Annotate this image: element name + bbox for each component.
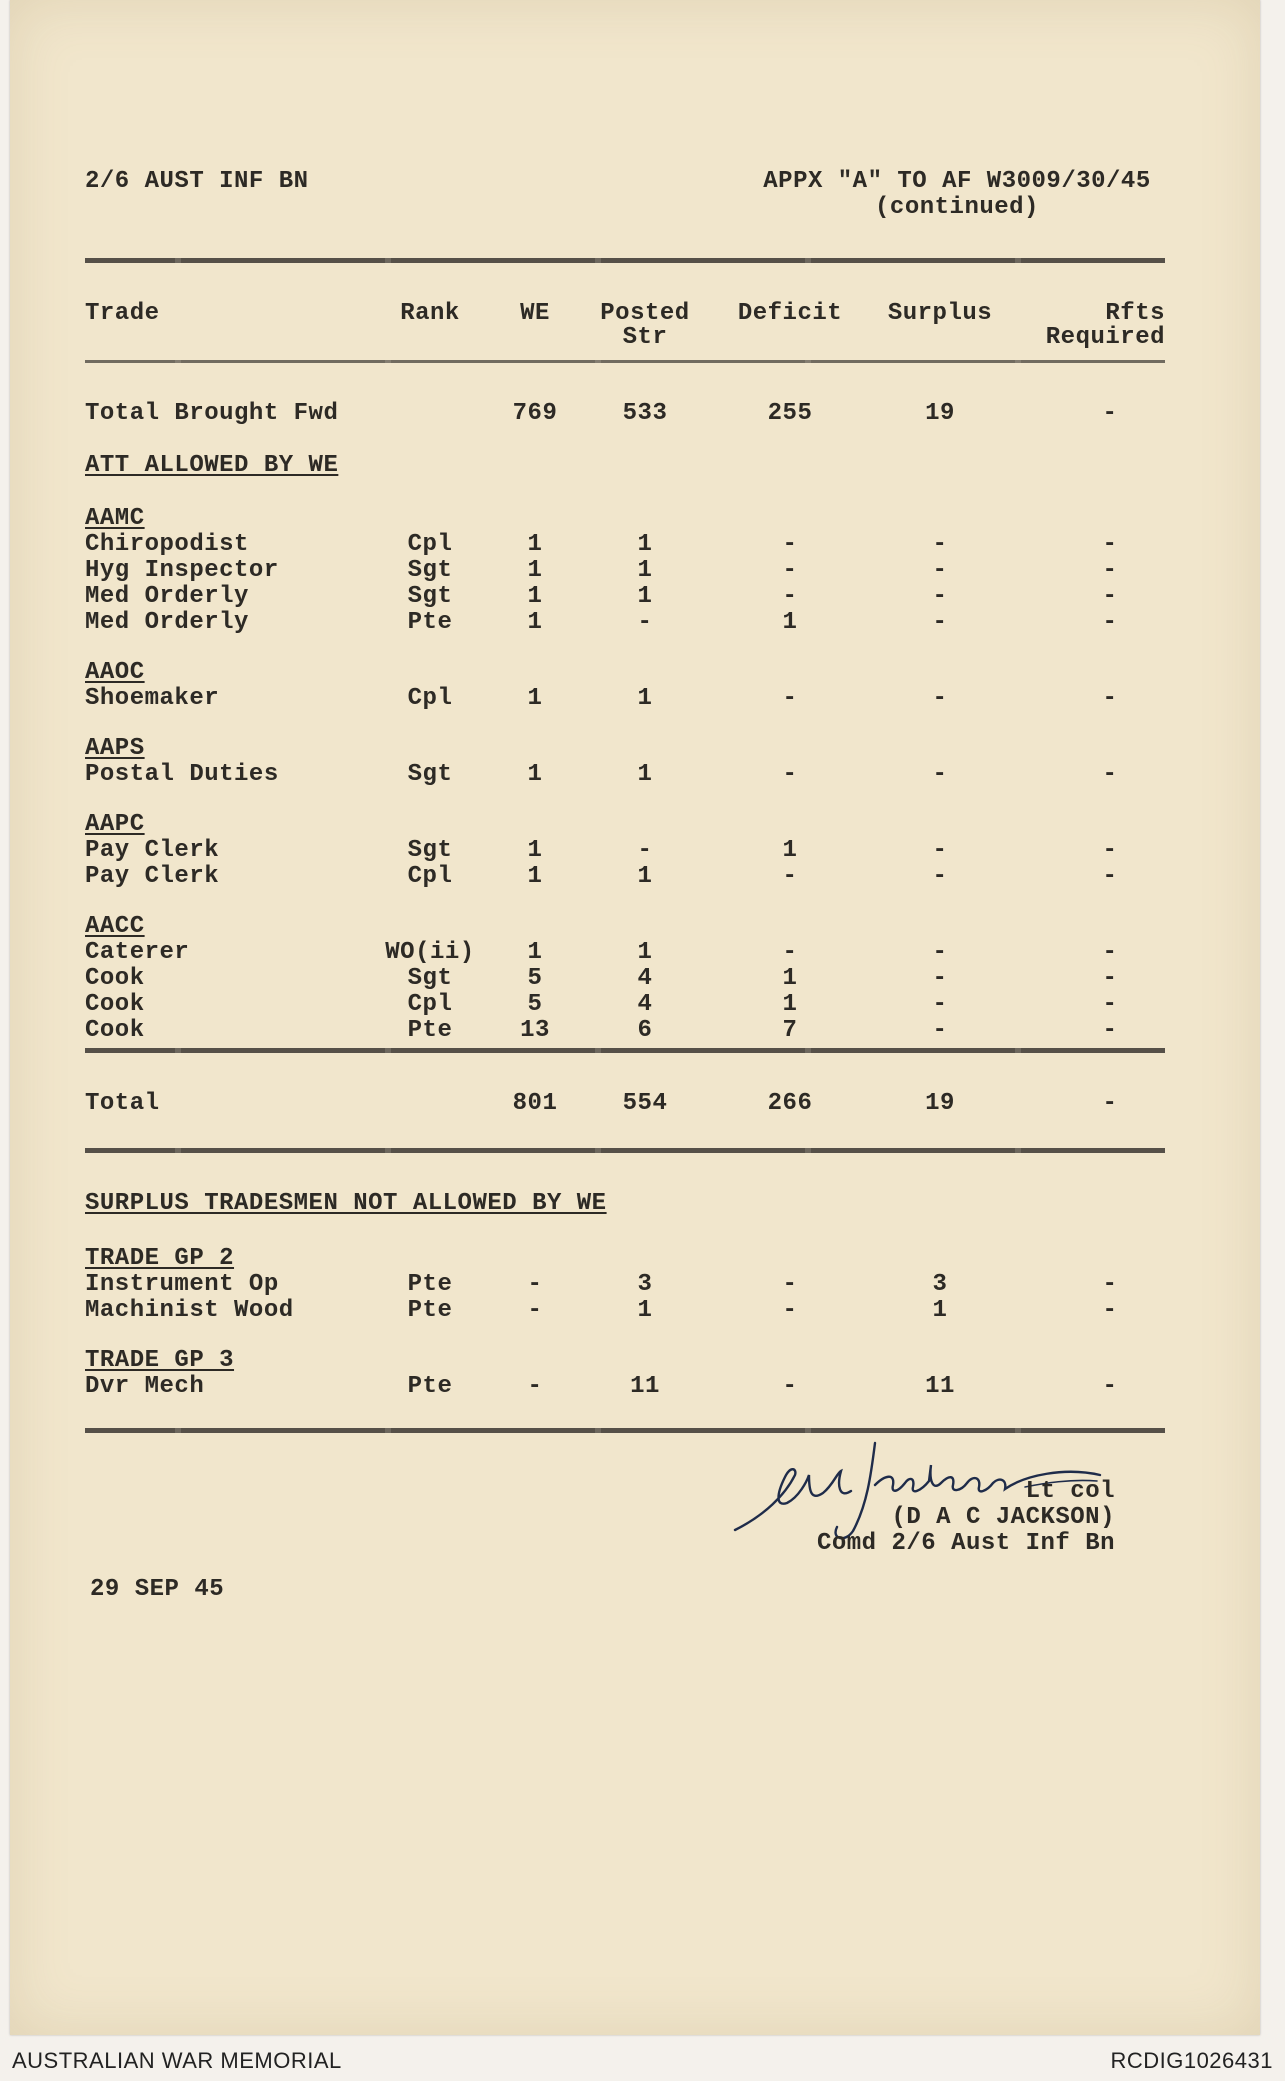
trade-cell: Med Orderly bbox=[85, 609, 249, 636]
surplus-cell: - bbox=[932, 609, 948, 636]
posted-cell: 1 bbox=[637, 1297, 653, 1324]
deficit-cell: - bbox=[782, 1297, 798, 1324]
rfts-cell: - bbox=[1102, 991, 1118, 1018]
posted-cell: 1 bbox=[637, 863, 653, 890]
total-posted: 554 bbox=[622, 1090, 668, 1117]
table-row bbox=[10, 583, 1260, 609]
table-row bbox=[10, 761, 1260, 787]
posted-cell: 4 bbox=[637, 991, 653, 1018]
we-cell: 1 bbox=[527, 837, 543, 864]
we-cell: 1 bbox=[527, 685, 543, 712]
trade-cell: Machinist Wood bbox=[85, 1297, 294, 1324]
column-deficit: Deficit bbox=[737, 300, 843, 327]
column-we: WE bbox=[520, 300, 550, 327]
rank-cell: Pte bbox=[407, 1271, 453, 1298]
surplus-cell: 11 bbox=[925, 1373, 955, 1400]
rule-top bbox=[85, 258, 1165, 263]
rank-cell: Cpl bbox=[407, 991, 453, 1018]
rfts-cell: - bbox=[1102, 557, 1118, 584]
brought-forward-posted: 533 bbox=[622, 400, 668, 427]
rank-cell: Pte bbox=[407, 609, 453, 636]
column-rfts-1: Rfts bbox=[1105, 300, 1165, 327]
trade-cell: Chiropodist bbox=[85, 531, 249, 558]
deficit-cell: 1 bbox=[782, 991, 798, 1018]
document-date: 29 SEP 45 bbox=[90, 1576, 225, 1603]
we-cell: 13 bbox=[520, 1017, 550, 1044]
rfts-cell: - bbox=[1102, 863, 1118, 890]
deficit-cell: 7 bbox=[782, 1017, 798, 1044]
deficit-cell: - bbox=[782, 531, 798, 558]
we-cell: 1 bbox=[527, 609, 543, 636]
deficit-cell: - bbox=[782, 1373, 798, 1400]
total-surplus: 19 bbox=[925, 1090, 955, 1117]
trade-cell: Shoemaker bbox=[85, 685, 220, 712]
table-row bbox=[10, 685, 1260, 711]
posted-cell: 6 bbox=[637, 1017, 653, 1044]
surplus-cell: - bbox=[932, 965, 948, 992]
posted-cell: 1 bbox=[637, 761, 653, 788]
reference-line-2: (continued) bbox=[875, 194, 1039, 221]
posted-cell: 4 bbox=[637, 965, 653, 992]
surplus-cell: - bbox=[932, 1017, 948, 1044]
posted-cell: 1 bbox=[637, 685, 653, 712]
we-cell: 5 bbox=[527, 991, 543, 1018]
group-heading: TRADE GP 3 bbox=[85, 1347, 235, 1374]
trade-cell: Pay Clerk bbox=[85, 863, 220, 890]
we-cell: - bbox=[527, 1373, 543, 1400]
trade-cell: Cook bbox=[85, 1017, 145, 1044]
brought-forward-deficit: 255 bbox=[767, 400, 813, 427]
rfts-cell: - bbox=[1102, 1297, 1118, 1324]
brought-forward-rfts: - bbox=[1102, 400, 1118, 427]
rfts-cell: - bbox=[1102, 939, 1118, 966]
rank-cell: Cpl bbox=[407, 863, 453, 890]
rank-cell: Sgt bbox=[407, 761, 453, 788]
we-cell: 5 bbox=[527, 965, 543, 992]
total-label: Total bbox=[85, 1090, 160, 1117]
we-cell: 1 bbox=[527, 863, 543, 890]
brought-forward-we: 769 bbox=[512, 400, 558, 427]
posted-cell: - bbox=[637, 837, 653, 864]
column-surplus: Surplus bbox=[887, 300, 993, 327]
rank-cell: Sgt bbox=[407, 557, 453, 584]
deficit-cell: 1 bbox=[782, 965, 798, 992]
posted-cell: 1 bbox=[637, 531, 653, 558]
surplus-cell: - bbox=[932, 991, 948, 1018]
column-rfts-2: Required bbox=[1045, 324, 1165, 351]
table-row-brought-forward bbox=[10, 400, 1260, 426]
group-heading: AAMC bbox=[85, 505, 145, 532]
rank-cell: Pte bbox=[407, 1017, 453, 1044]
deficit-cell: - bbox=[782, 557, 798, 584]
we-cell: 1 bbox=[527, 557, 543, 584]
section-surplus-heading: SURPLUS TRADESMEN NOT ALLOWED BY WE bbox=[85, 1190, 607, 1217]
brought-forward-surplus: 19 bbox=[925, 400, 955, 427]
table-row bbox=[10, 1271, 1260, 1297]
we-cell: 1 bbox=[527, 583, 543, 610]
rfts-cell: - bbox=[1102, 965, 1118, 992]
deficit-cell: - bbox=[782, 1271, 798, 1298]
we-cell: 1 bbox=[527, 939, 543, 966]
group-heading: AACC bbox=[85, 913, 145, 940]
trade-cell: Hyg Inspector bbox=[85, 557, 279, 584]
rfts-cell: - bbox=[1102, 1017, 1118, 1044]
we-cell: 1 bbox=[527, 531, 543, 558]
table-row bbox=[10, 837, 1260, 863]
surplus-cell: - bbox=[932, 761, 948, 788]
group-heading: AAPC bbox=[85, 811, 145, 838]
deficit-cell: 1 bbox=[782, 609, 798, 636]
column-rank: Rank bbox=[400, 300, 460, 327]
table-row bbox=[10, 557, 1260, 583]
surplus-cell: - bbox=[932, 531, 948, 558]
signatory-appointment: Comd 2/6 Aust Inf Bn bbox=[816, 1530, 1115, 1557]
posted-cell: 1 bbox=[637, 939, 653, 966]
column-posted-1: Posted bbox=[600, 300, 690, 327]
surplus-cell: - bbox=[932, 583, 948, 610]
trade-cell: Pay Clerk bbox=[85, 837, 220, 864]
surplus-cell: 1 bbox=[932, 1297, 948, 1324]
group-heading: AAPS bbox=[85, 735, 145, 762]
rfts-cell: - bbox=[1102, 837, 1118, 864]
rule-header bbox=[85, 360, 1165, 363]
signatory-name: (D A C JACKSON) bbox=[891, 1504, 1115, 1531]
trade-cell: Cook bbox=[85, 991, 145, 1018]
we-cell: 1 bbox=[527, 761, 543, 788]
rank-cell: Sgt bbox=[407, 965, 453, 992]
surplus-cell: - bbox=[932, 939, 948, 966]
deficit-cell: - bbox=[782, 685, 798, 712]
deficit-cell: 1 bbox=[782, 837, 798, 864]
posted-cell: 1 bbox=[637, 557, 653, 584]
rank-cell: Pte bbox=[407, 1373, 453, 1400]
rule-bottom bbox=[85, 1428, 1165, 1433]
group-heading: TRADE GP 2 bbox=[85, 1245, 235, 1272]
footer-reference-id: RCDIG1026431 bbox=[1110, 2048, 1273, 2073]
table-row bbox=[10, 863, 1260, 889]
surplus-cell: 3 bbox=[932, 1271, 948, 1298]
trade-cell: Postal Duties bbox=[85, 761, 279, 788]
rank-cell: Cpl bbox=[407, 685, 453, 712]
brought-forward-label: Total Brought Fwd bbox=[85, 400, 339, 427]
table-row bbox=[10, 939, 1260, 965]
deficit-cell: - bbox=[782, 761, 798, 788]
surplus-cell: - bbox=[932, 557, 948, 584]
trade-cell: Instrument Op bbox=[85, 1271, 279, 1298]
posted-cell: 1 bbox=[637, 583, 653, 610]
rule-after-total bbox=[85, 1148, 1165, 1153]
posted-cell: - bbox=[637, 609, 653, 636]
footer-archive-name: AUSTRALIAN WAR MEMORIAL bbox=[12, 2048, 342, 2073]
rank-cell: WO(ii) bbox=[385, 939, 475, 966]
document-page bbox=[10, 0, 1260, 2035]
table-row bbox=[10, 965, 1260, 991]
total-we: 801 bbox=[512, 1090, 558, 1117]
trade-cell: Med Orderly bbox=[85, 583, 249, 610]
rank-cell: Cpl bbox=[407, 531, 453, 558]
table-row bbox=[10, 531, 1260, 557]
column-trade: Trade bbox=[85, 300, 160, 327]
rank-cell: Pte bbox=[407, 1297, 453, 1324]
posted-cell: 11 bbox=[630, 1373, 660, 1400]
rfts-cell: - bbox=[1102, 531, 1118, 558]
deficit-cell: - bbox=[782, 939, 798, 966]
section-allowed-heading: ATT ALLOWED BY WE bbox=[85, 452, 339, 479]
posted-cell: 3 bbox=[637, 1271, 653, 1298]
table-row bbox=[10, 1297, 1260, 1323]
rule-before-total bbox=[85, 1048, 1165, 1053]
table-row bbox=[10, 991, 1260, 1017]
rank-cell: Sgt bbox=[407, 583, 453, 610]
reference-line-1: APPX "A" TO AF W3009/30/45 bbox=[763, 168, 1151, 195]
surplus-cell: - bbox=[932, 863, 948, 890]
surplus-cell: - bbox=[932, 685, 948, 712]
we-cell: - bbox=[527, 1271, 543, 1298]
deficit-cell: - bbox=[782, 583, 798, 610]
we-cell: - bbox=[527, 1297, 543, 1324]
column-posted-2: Str bbox=[622, 324, 668, 351]
table-row-total bbox=[10, 1090, 1260, 1116]
trade-cell: Dvr Mech bbox=[85, 1373, 205, 1400]
table-row bbox=[10, 1373, 1260, 1399]
unit-heading: 2/6 AUST INF BN bbox=[85, 168, 309, 195]
rfts-cell: - bbox=[1102, 1373, 1118, 1400]
rfts-cell: - bbox=[1102, 609, 1118, 636]
surplus-cell: - bbox=[932, 837, 948, 864]
rank-cell: Sgt bbox=[407, 837, 453, 864]
trade-cell: Cook bbox=[85, 965, 145, 992]
rfts-cell: - bbox=[1102, 761, 1118, 788]
table-row bbox=[10, 1017, 1260, 1043]
rfts-cell: - bbox=[1102, 583, 1118, 610]
table-row bbox=[10, 609, 1260, 635]
total-deficit: 266 bbox=[767, 1090, 813, 1117]
group-heading: AAOC bbox=[85, 659, 145, 686]
deficit-cell: - bbox=[782, 863, 798, 890]
signatory-rank: Lt col bbox=[1025, 1478, 1115, 1505]
trade-cell: Caterer bbox=[85, 939, 190, 966]
total-rfts: - bbox=[1102, 1090, 1118, 1117]
rfts-cell: - bbox=[1102, 685, 1118, 712]
rfts-cell: - bbox=[1102, 1271, 1118, 1298]
